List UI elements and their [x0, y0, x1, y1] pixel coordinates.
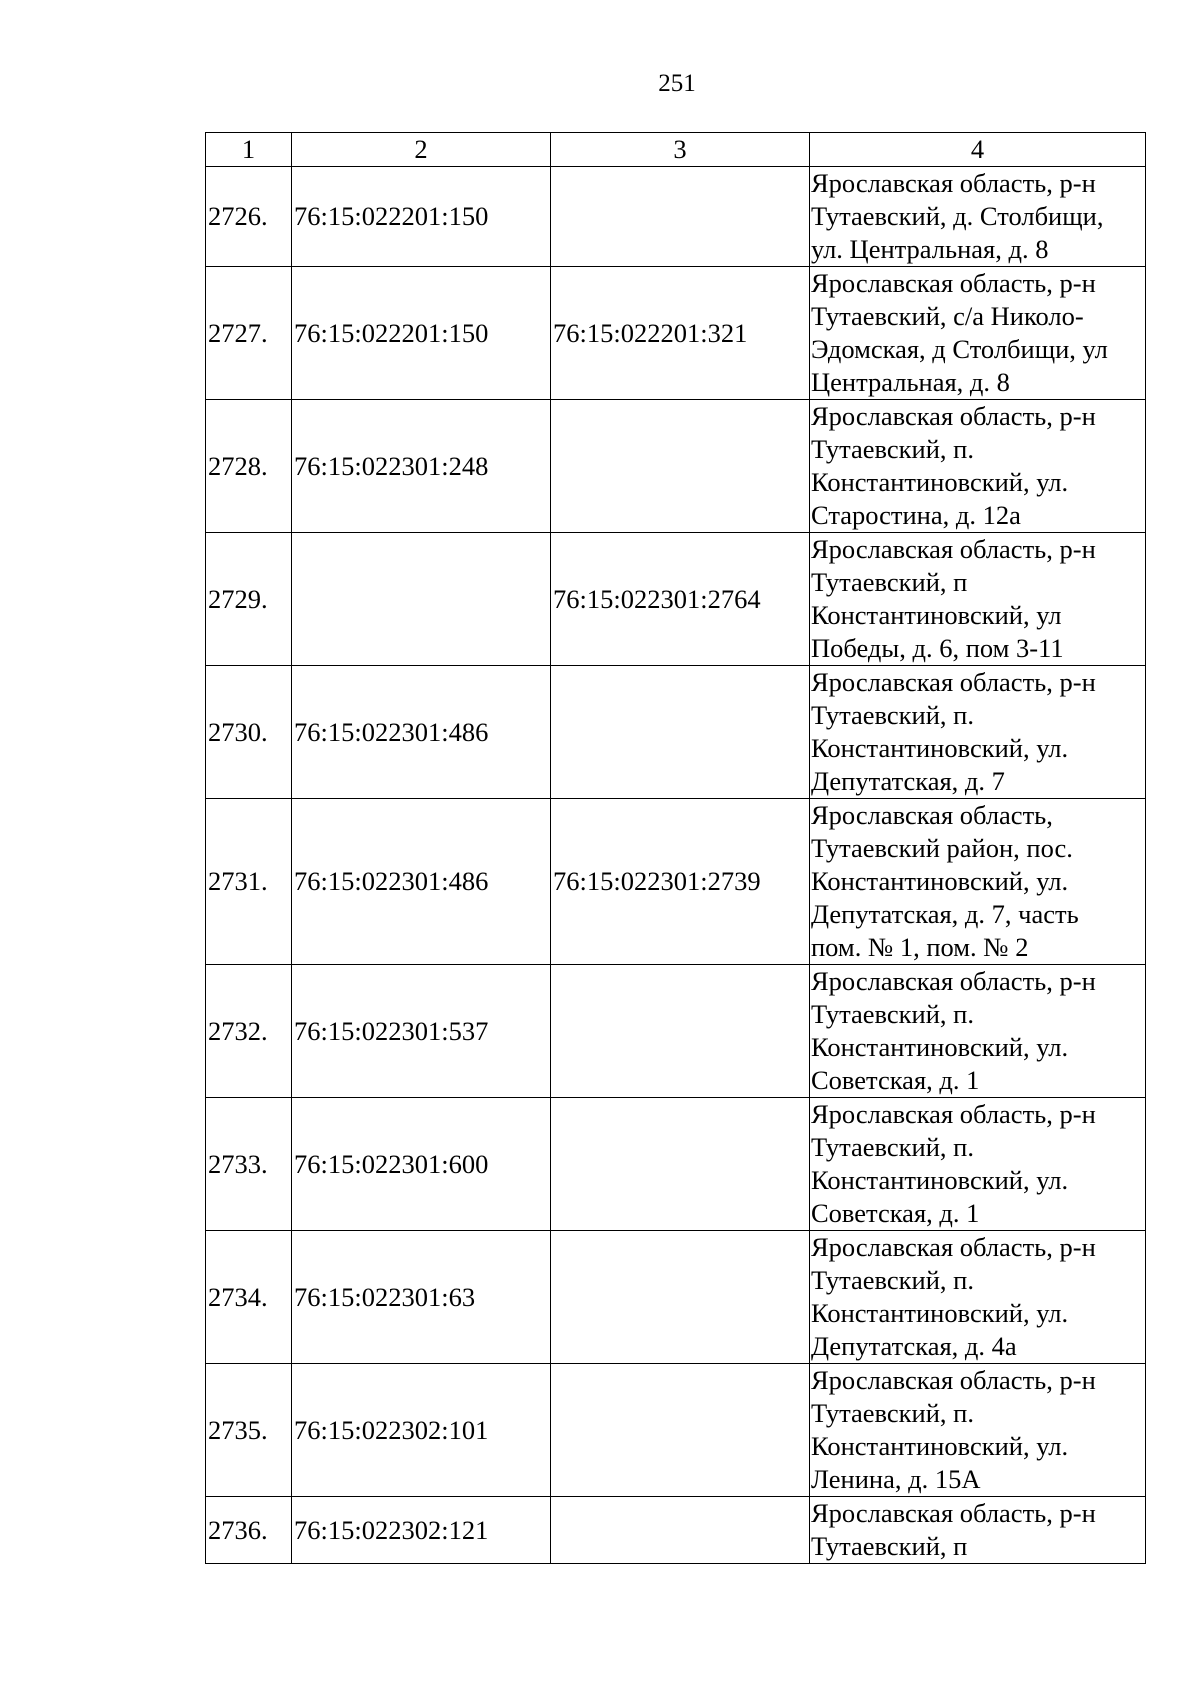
row-number-cell: 2734. [206, 1231, 292, 1364]
object-cadastral-number-cell [551, 1364, 810, 1497]
table-row [206, 533, 1146, 666]
object-cadastral-number-cell [551, 167, 810, 267]
row-number-cell: 2732. [206, 965, 292, 1098]
row-number-cell: 2730. [206, 666, 292, 799]
header-cell-2: 2 [292, 133, 551, 167]
object-cadastral-number-cell [551, 1497, 810, 1564]
parcel-cadastral-number-cell: 76:15:022302:121 [292, 1497, 551, 1564]
object-cadastral-number-cell: 76:15:022201:321 [551, 267, 810, 400]
address-cell: Ярославская область, Тутаевский район, пос. Константиновский, ул. Депутатская, д. 7, часть пом. № 1, пом. № 2 [810, 799, 1146, 965]
parcel-cadastral-number-cell: 76:15:022301:486 [292, 799, 551, 965]
parcel-cadastral-number-cell: 76:15:022302:101 [292, 1364, 551, 1497]
header-row [206, 133, 1146, 167]
object-cadastral-number-cell: 76:15:022301:2764 [551, 533, 810, 666]
address-cell: Ярославская область, р-н Тутаевский, п. Константиновский, ул. Советская, д. 1 [810, 965, 1146, 1098]
row-number-cell: 2726. [206, 167, 292, 267]
table-row [206, 167, 1146, 267]
header-cell-1: 1 [206, 133, 292, 167]
row-number-cell: 2735. [206, 1364, 292, 1497]
header-cell-3: 3 [551, 133, 810, 167]
address-cell: Ярославская область, р-н Тутаевский, п Константиновский, ул Победы, д. 6, пом 3-11 [810, 533, 1146, 666]
row-number-cell: 2729. [206, 533, 292, 666]
address-cell: Ярославская область, р-н Тутаевский, п [810, 1497, 1146, 1564]
address-cell: Ярославская область, р-н Тутаевский, п. Константиновский, ул. Советская, д. 1 [810, 1098, 1146, 1231]
row-number-cell: 2728. [206, 400, 292, 533]
table-row [206, 267, 1146, 400]
object-cadastral-number-cell [551, 1231, 810, 1364]
object-cadastral-number-cell: 76:15:022301:2739 [551, 799, 810, 965]
parcel-cadastral-number-cell: 76:15:022201:150 [292, 267, 551, 400]
object-cadastral-number-cell [551, 400, 810, 533]
header-cell-4: 4 [810, 133, 1146, 167]
parcel-cadastral-number-cell: 76:15:022301:248 [292, 400, 551, 533]
address-cell: Ярославская область, р-н Тутаевский, п. Константиновский, ул. Старостина, д. 12а [810, 400, 1146, 533]
parcel-cadastral-number-cell: 76:15:022201:150 [292, 167, 551, 267]
row-number-cell: 2731. [206, 799, 292, 965]
row-number-cell: 2727. [206, 267, 292, 400]
table-row [206, 799, 1146, 965]
page-number: 251 [658, 70, 696, 97]
table-row [206, 965, 1146, 1098]
registry-table [205, 132, 1146, 1564]
table-row [206, 1098, 1146, 1231]
address-cell: Ярославская область, р-н Тутаевский, с/а Николо- Эдомская, д Столбищи, ул Центральная, д. 8 [810, 267, 1146, 400]
object-cadastral-number-cell [551, 666, 810, 799]
row-number-cell: 2733. [206, 1098, 292, 1231]
address-cell: Ярославская область, р-н Тутаевский, п. Константиновский, ул. Депутатская, д. 4а [810, 1231, 1146, 1364]
row-number-cell: 2736. [206, 1497, 292, 1564]
address-cell: Ярославская область, р-н Тутаевский, п. Константиновский, ул. Ленина, д. 15А [810, 1364, 1146, 1497]
table-row [206, 1231, 1146, 1364]
table-row [206, 1364, 1146, 1497]
parcel-cadastral-number-cell: 76:15:022301:63 [292, 1231, 551, 1364]
table-row [206, 400, 1146, 533]
object-cadastral-number-cell [551, 965, 810, 1098]
parcel-cadastral-number-cell: 76:15:022301:600 [292, 1098, 551, 1231]
object-cadastral-number-cell [551, 1098, 810, 1231]
parcel-cadastral-number-cell [292, 533, 551, 666]
parcel-cadastral-number-cell: 76:15:022301:537 [292, 965, 551, 1098]
address-cell: Ярославская область, р-н Тутаевский, п. Константиновский, ул. Депутатская, д. 7 [810, 666, 1146, 799]
table-row [206, 666, 1146, 799]
table-body [206, 167, 1146, 1564]
table-row [206, 1497, 1146, 1564]
address-cell: Ярославская область, р-н Тутаевский, д. Столбищи, ул. Центральная, д. 8 [810, 167, 1146, 267]
parcel-cadastral-number-cell: 76:15:022301:486 [292, 666, 551, 799]
